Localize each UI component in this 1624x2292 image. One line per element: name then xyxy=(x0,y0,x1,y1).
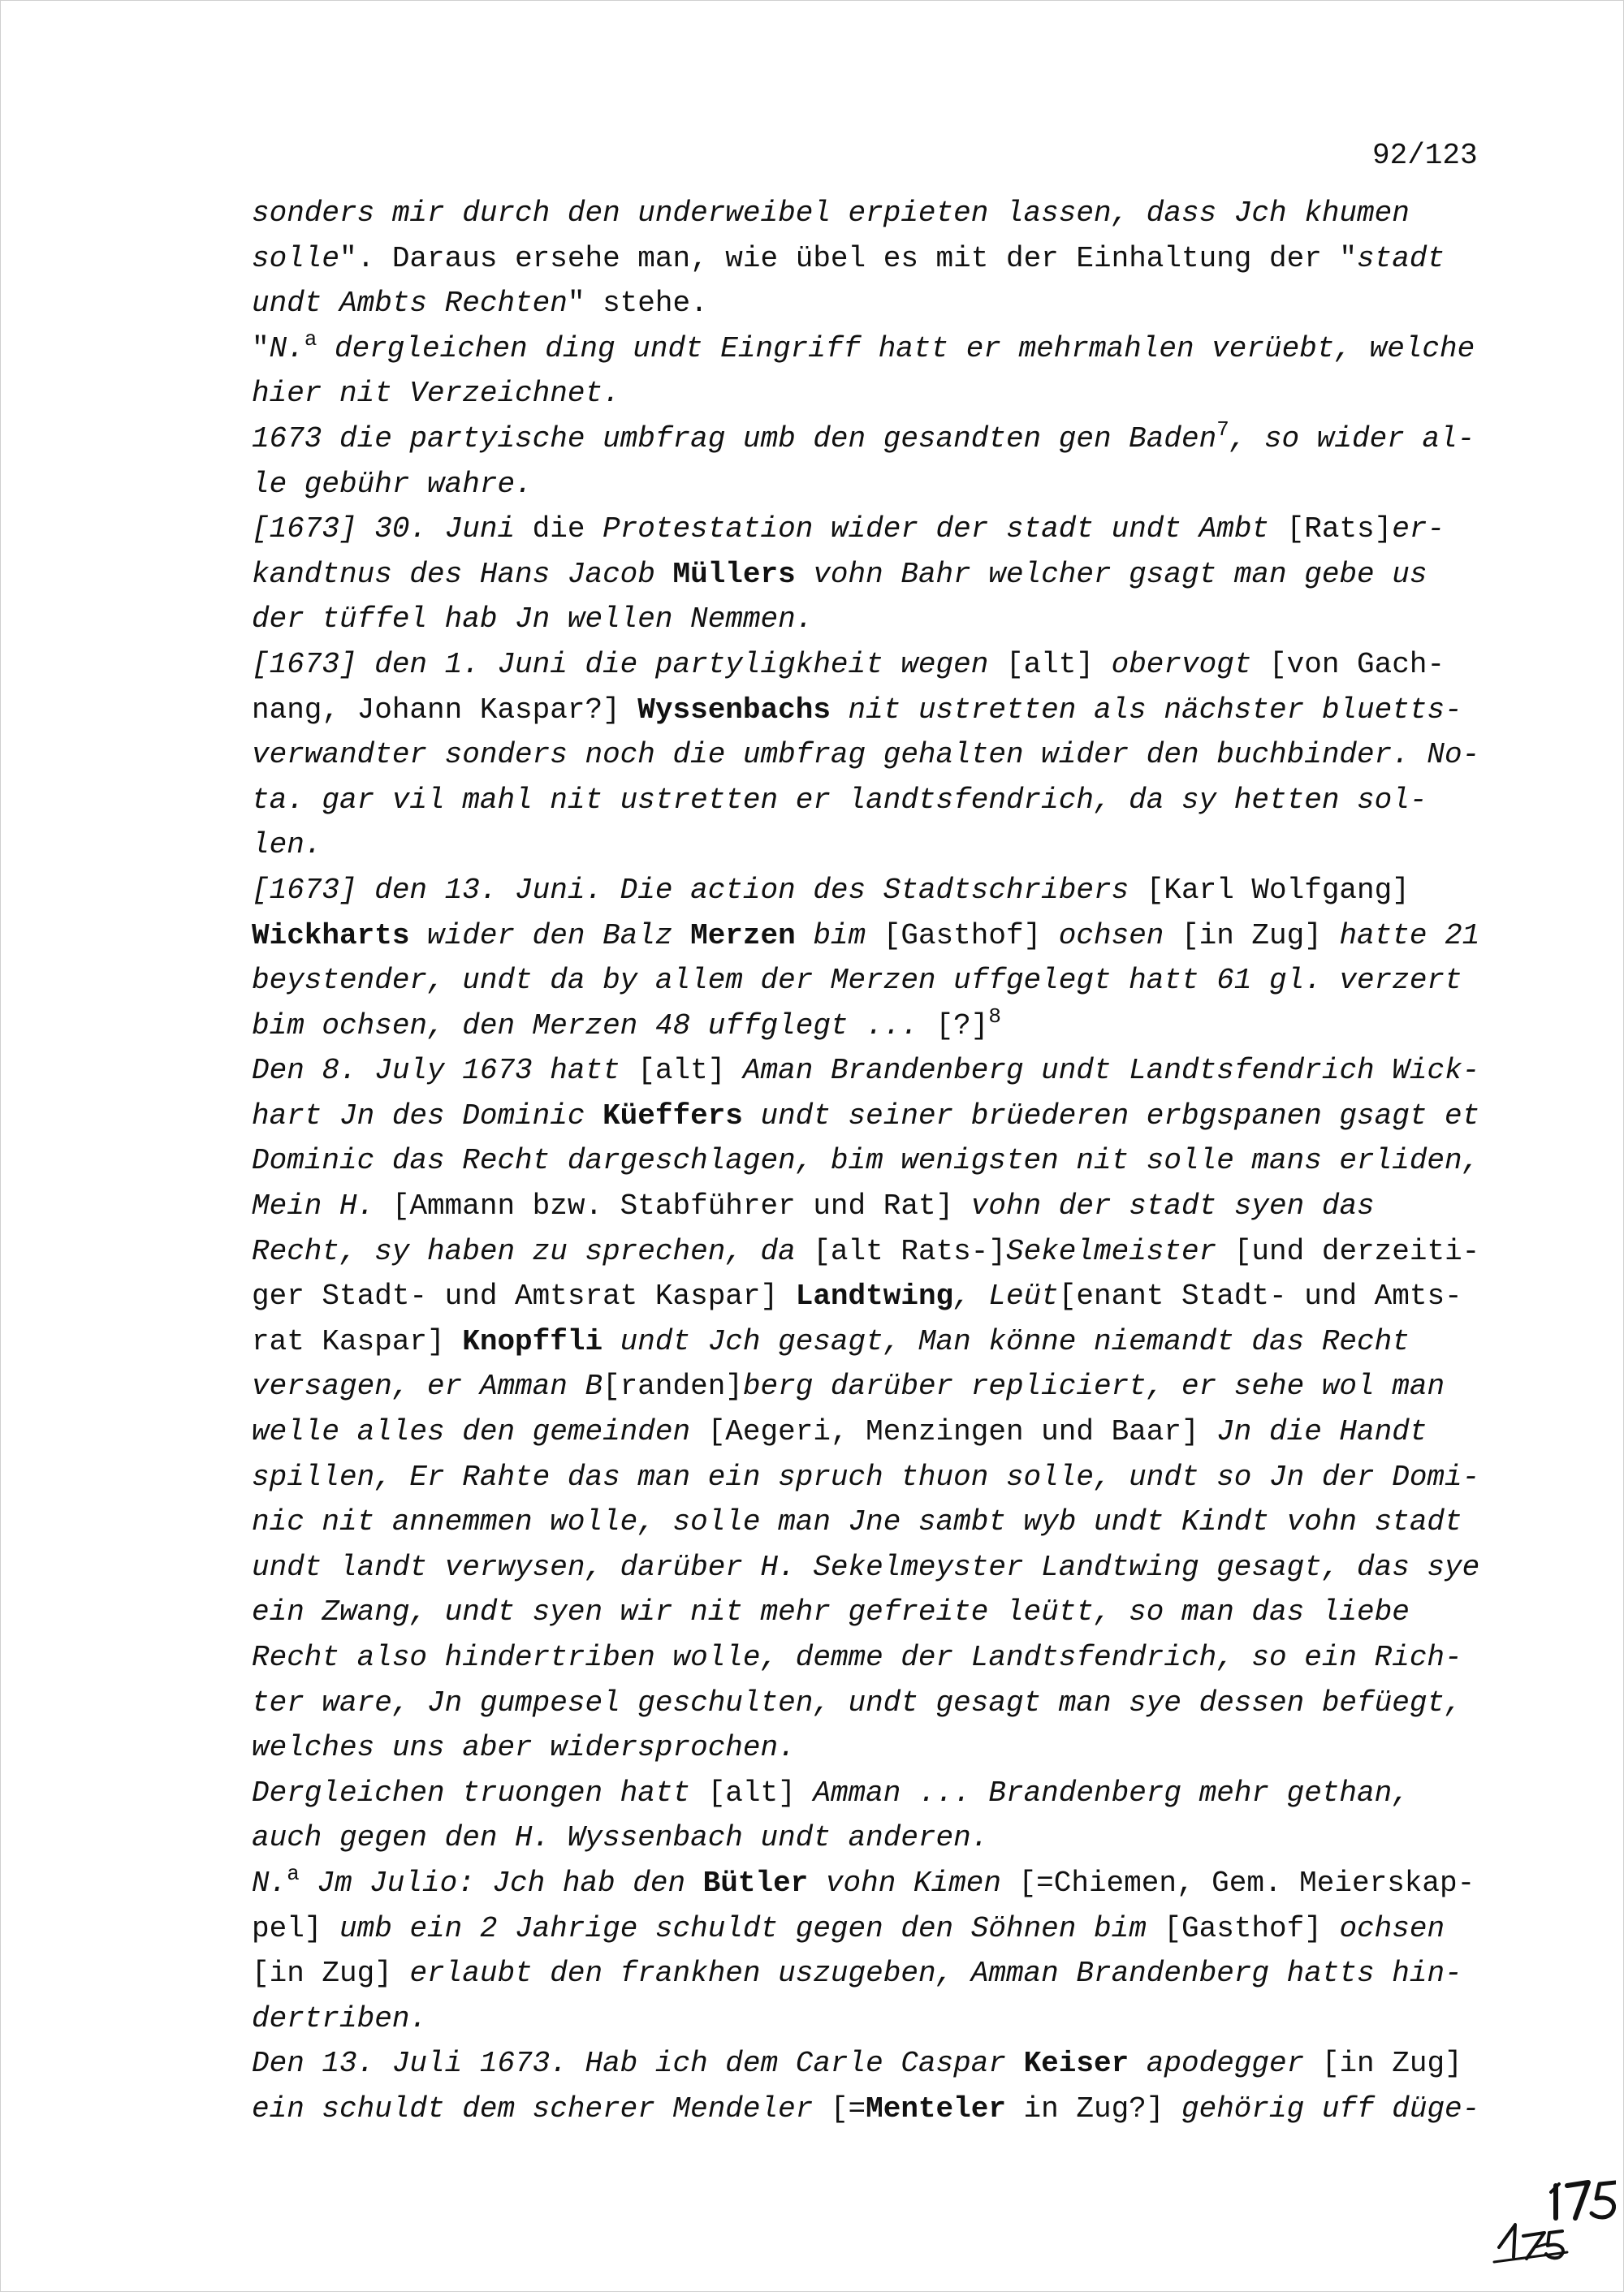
text-segment: bim xyxy=(795,918,866,952)
text-segment: [Gasthof] xyxy=(1146,1911,1340,1945)
footnote-marker: a xyxy=(287,1861,300,1886)
text-segment: Jn die Handt xyxy=(1216,1415,1427,1449)
text-segment: N. xyxy=(252,1866,287,1900)
text-segment: [1673] den 1. Juni die partyligkheit wegen xyxy=(252,647,989,681)
text-segment: Dergleichen truongen hatt xyxy=(252,1776,691,1810)
text-segment: bim ochsen, den Merzen 48 uffglegt ... xyxy=(252,1008,936,1042)
text-segment: Recht also hindertriben wolle, demme der Landtsfendrich, so ein Rich- xyxy=(252,1641,1462,1674)
text-line xyxy=(252,1048,1502,1094)
text-segment: [Ammann bzw. Stabführer und Rat] xyxy=(374,1189,971,1224)
text-line xyxy=(252,326,1502,372)
text-segment: [Karl Wolfgang] xyxy=(1129,873,1410,907)
text-line xyxy=(252,2041,1502,2087)
text-line xyxy=(252,1906,1502,1952)
footnote-marker: 8 xyxy=(988,1004,1001,1029)
bold-name: Müllers xyxy=(672,557,796,591)
text-line xyxy=(252,1590,1502,1635)
text-line xyxy=(252,778,1502,823)
text-segment: ta. gar vil mahl nit ustretten er landtsfendrich, da sy hetten sol- xyxy=(252,783,1427,817)
text-line xyxy=(252,1861,1502,1906)
text-segment: welle alles den gemeinden xyxy=(252,1415,691,1449)
text-segment: er- xyxy=(1392,512,1445,546)
text-line xyxy=(252,688,1502,733)
text-segment: vohn Kimen xyxy=(808,1866,1001,1900)
text-segment: [und derzeiti- xyxy=(1216,1234,1480,1268)
text-segment: versagen, er Amman B xyxy=(252,1370,603,1404)
text-line xyxy=(252,1229,1502,1275)
text-segment: vohn Bahr welcher gsagt man gebe us xyxy=(795,557,1427,591)
bold-name: Keiser xyxy=(1023,2047,1129,2081)
text-line xyxy=(252,552,1502,598)
text-segment: ein Zwang, undt syen wir nit mehr gefreite leütt, so man das liebe xyxy=(252,1595,1410,1629)
text-segment: umb ein 2 Jahrige schuldt gegen den Söhnen bim xyxy=(339,1911,1147,1945)
text-segment: nic nit annemmen wolle, solle man Jne sambt wyb undt Kindt vohn stadt xyxy=(252,1505,1462,1539)
text-segment: berg darüber repliciert, er sehe wol man xyxy=(742,1370,1445,1404)
text-segment: dergleichen ding undt Eingriff hatt er mehrmahlen verüebt, welche xyxy=(317,331,1475,365)
text-line xyxy=(252,1409,1502,1455)
text-segment: stadt xyxy=(1357,241,1445,275)
text-segment: 1673 die partyische umbfrag umb den gesandten gen Baden xyxy=(252,421,1217,455)
text-line xyxy=(252,281,1502,326)
text-line xyxy=(252,732,1502,778)
text-line xyxy=(252,507,1502,552)
text-segment: beystender, undt da by allem der Merzen uffgelegt hatt 61 gl. verzert xyxy=(252,964,1462,998)
text-line xyxy=(252,371,1502,417)
text-line xyxy=(252,2087,1502,2132)
bold-name: Wyssenbachs xyxy=(637,693,831,727)
text-segment: undt Ambts Rechten xyxy=(252,287,568,321)
text-line xyxy=(252,642,1502,688)
text-segment: wider den Balz xyxy=(409,918,691,952)
bold-name: Küeffers xyxy=(603,1099,743,1133)
text-segment: Den 13. Juli 1673. Hab ich dem Carle Caspar xyxy=(252,2047,1024,2081)
text-line xyxy=(252,417,1502,462)
transcription-body xyxy=(252,191,1502,2132)
text-segment: ein schuldt dem scherer Mendeler xyxy=(252,2091,814,2126)
text-segment: ochsen xyxy=(1058,918,1164,952)
text-segment: [alt] xyxy=(690,1776,814,1810)
text-segment: kandtnus des Hans Jacob xyxy=(252,557,673,591)
bold-name: Wickharts xyxy=(252,918,410,952)
text-segment: [von Gach- xyxy=(1251,647,1445,681)
text-segment: [1673] 30. Juni xyxy=(252,512,516,546)
handwritten-folio-number xyxy=(1478,2168,1616,2273)
text-segment: solle xyxy=(252,241,340,275)
text-segment: sonders mir durch den underweibel erpieten lassen, dass Jch khumen xyxy=(252,196,1410,230)
text-segment: [Aegeri, Menzingen und Baar] xyxy=(690,1415,1217,1449)
text-segment: undt Jch gesagt, Man könne niemandt das Recht xyxy=(603,1324,1410,1358)
text-segment: Dominic das Recht dargeschlagen, bim wenigsten nit solle mans erliden, xyxy=(252,1144,1480,1178)
text-segment: [in Zug] xyxy=(252,1957,410,1991)
text-line xyxy=(252,1184,1502,1229)
text-segment: obervogt xyxy=(1111,647,1252,681)
text-segment: gehörig uff düge- xyxy=(1181,2091,1480,2126)
text-segment: Mein H. xyxy=(252,1189,375,1224)
text-line xyxy=(252,191,1502,236)
footnote-marker: a xyxy=(304,326,317,352)
text-line xyxy=(252,1094,1502,1139)
text-segment: ". Daraus ersehe man, wie übel es mit der Einhaltung der " xyxy=(339,241,1358,275)
text-segment: [alt Rats-] xyxy=(795,1234,1006,1268)
text-segment: hart Jn des Dominic xyxy=(252,1099,603,1133)
text-segment: undt seiner brüederen erbgspanen gsagt et xyxy=(742,1099,1480,1133)
text-line xyxy=(252,1951,1502,1996)
text-line xyxy=(252,1996,1502,2042)
text-line xyxy=(252,1681,1502,1726)
text-segment: [= xyxy=(813,2091,866,2126)
text-segment: [enant Stadt- und Amts- xyxy=(1058,1280,1462,1314)
text-segment: dertriben. xyxy=(252,2001,428,2035)
text-line xyxy=(252,1815,1502,1861)
text-line xyxy=(252,1500,1502,1545)
page-number: 92/123 xyxy=(1372,139,1478,172)
text-segment: apodegger xyxy=(1129,2047,1305,2081)
text-segment: ger Stadt- und Amtsrat Kaspar] xyxy=(252,1280,796,1314)
text-line xyxy=(252,1771,1502,1816)
text-segment: der tüffel hab Jn wellen Nemmen. xyxy=(252,602,814,637)
text-segment: nang, Johann Kaspar?] xyxy=(252,693,638,727)
text-line xyxy=(252,236,1502,282)
text-line xyxy=(252,913,1502,959)
bold-name: Landtwing xyxy=(795,1280,954,1314)
text-segment: pel] xyxy=(252,1911,340,1945)
text-segment: nit ustretten als nächster bluetts- xyxy=(830,693,1462,727)
text-line xyxy=(252,462,1502,507)
text-segment: " xyxy=(252,331,270,365)
text-segment: spillen, Er Rahte das man ein spruch thuon solle, undt so Jn der Domi- xyxy=(252,1460,1480,1494)
text-line xyxy=(252,868,1502,913)
text-segment: erlaubt den frankhen uszugeben, Amman Brandenberg hatts hin- xyxy=(409,1957,1462,1991)
bold-name: Menteler xyxy=(866,2091,1006,2126)
text-segment: vohn der stadt syen das xyxy=(970,1189,1375,1224)
text-segment: Protestation wider der stadt undt Ambt xyxy=(603,512,1270,546)
text-line xyxy=(252,1004,1502,1049)
text-line xyxy=(252,1455,1502,1500)
text-segment: [randen] xyxy=(603,1370,743,1404)
text-line xyxy=(252,1138,1502,1184)
text-segment: in Zug?] xyxy=(1005,2091,1181,2126)
text-segment: welches uns aber widersprochen. xyxy=(252,1731,796,1765)
text-segment: [in Zug] xyxy=(1164,918,1340,952)
text-segment: Amman ... Brandenberg mehr gethan, xyxy=(813,1776,1410,1810)
bold-name: Knopffli xyxy=(462,1324,603,1358)
text-segment: [alt] xyxy=(988,647,1112,681)
text-line xyxy=(252,1545,1502,1591)
text-segment: undt landt verwysen, darüber H. Sekelmeyster Landtwing gesagt, das sye xyxy=(252,1550,1480,1584)
text-segment: Sekelmeister xyxy=(1005,1234,1217,1268)
text-line xyxy=(252,1364,1502,1409)
text-segment: die xyxy=(515,512,603,546)
text-segment: rat Kaspar] xyxy=(252,1324,463,1358)
text-segment: auch gegen den H. Wyssenbach undt anderen. xyxy=(252,1821,989,1855)
text-segment: Den 8. July 1673 hatt xyxy=(252,1054,620,1088)
text-line xyxy=(252,1635,1502,1681)
text-segment: hier nit Verzeichnet. xyxy=(252,377,620,411)
text-segment: Jm Julio: Jch hab den xyxy=(299,1866,703,1900)
text-segment: verwandter sonders noch die umbfrag gehalten wider den buchbinder. No- xyxy=(252,738,1480,772)
text-segment: [Gasthof] xyxy=(866,918,1059,952)
text-segment: [1673] den 13. Juni. Die action des Stadtschribers xyxy=(252,873,1129,907)
text-line xyxy=(252,822,1502,868)
text-line xyxy=(252,597,1502,642)
text-segment: Aman Brandenberg undt Landtsfendrich Wick- xyxy=(742,1054,1480,1088)
text-segment: [alt] xyxy=(620,1054,743,1088)
text-line xyxy=(252,1274,1502,1319)
text-segment: [in Zug] xyxy=(1304,2047,1462,2081)
bold-name: Bütler xyxy=(702,1866,809,1900)
text-segment: le gebühr wahre. xyxy=(252,467,533,501)
text-line xyxy=(252,1319,1502,1365)
text-segment: " stehe. xyxy=(567,287,708,321)
text-line xyxy=(252,1725,1502,1771)
text-segment: Recht, sy haben zu sprechen, da xyxy=(252,1234,796,1268)
text-segment: hatte 21 xyxy=(1339,918,1480,952)
text-segment: ter ware, Jn gumpesel geschulten, undt gesagt man sye dessen befüegt, xyxy=(252,1686,1462,1720)
text-segment: [Rats] xyxy=(1269,512,1393,546)
text-segment: [=Chiemen, Gem. Meierskap- xyxy=(1000,1866,1475,1900)
text-line xyxy=(252,958,1502,1004)
text-segment: [?] xyxy=(935,1008,989,1042)
text-segment: N. xyxy=(269,331,304,365)
text-segment: ochsen xyxy=(1339,1911,1445,1945)
text-segment: len. xyxy=(252,828,322,862)
text-segment: , so wider al- xyxy=(1229,421,1475,455)
bold-name: Merzen xyxy=(690,918,796,952)
text-segment: , Leüt xyxy=(953,1280,1059,1314)
footnote-marker: 7 xyxy=(1216,417,1229,442)
